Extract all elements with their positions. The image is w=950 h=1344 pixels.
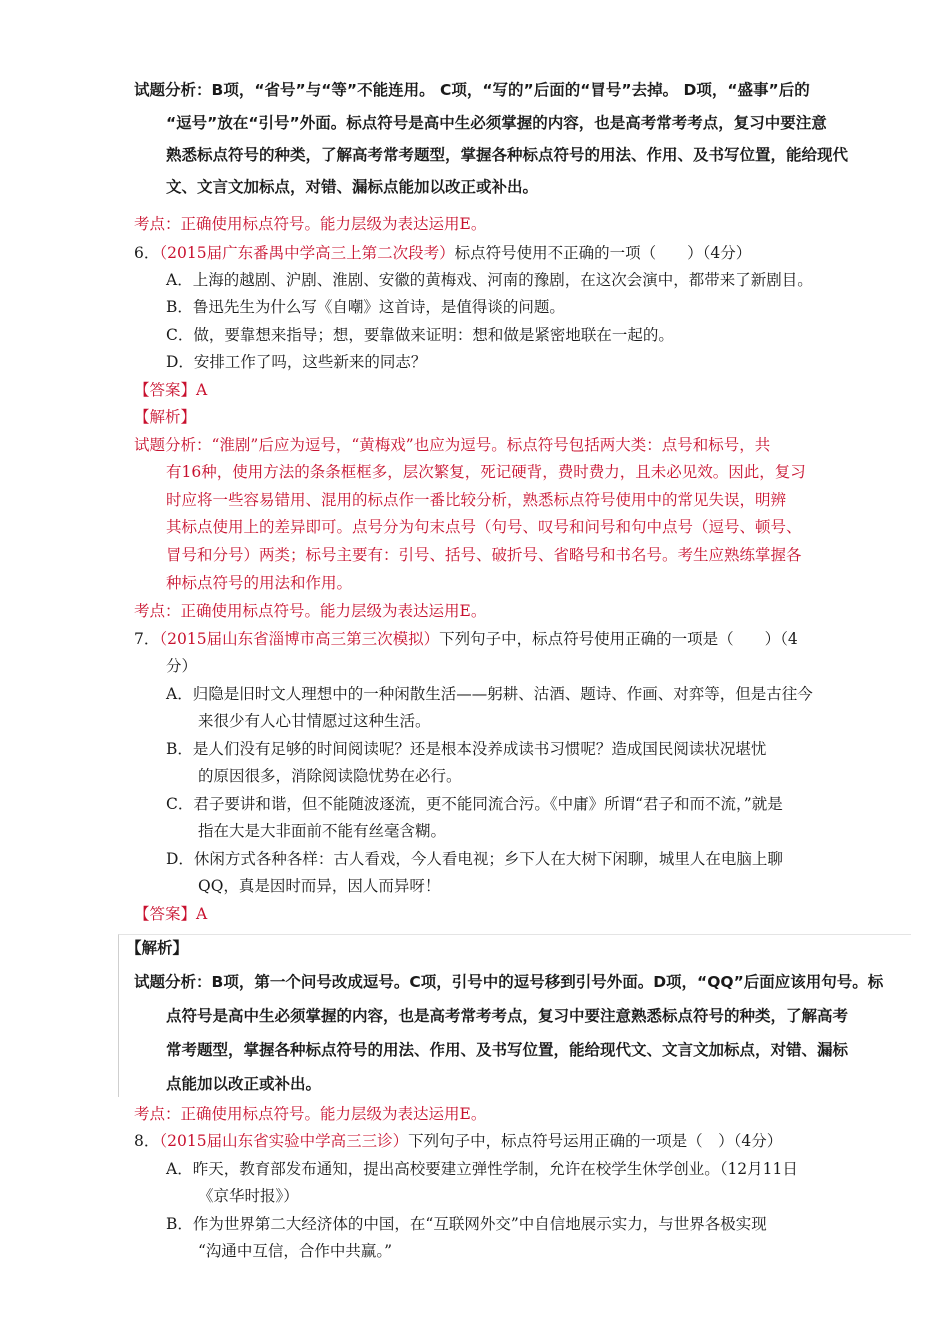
option-b: B．是人们没有足够的时间阅读呢？还是根本没养成读书习惯呢？造成国民阅读状况堪忧: [166, 740, 767, 758]
option-b: B．鲁迅先生为什么写《自嘲》这首诗，是值得谈的问题。: [166, 298, 565, 316]
analysis-line: 点能加以改正或补出。: [166, 1075, 322, 1093]
analysis-line: 种标点符号的用法和作用。: [166, 574, 353, 592]
analysis-line: 点符号是高中生必须掌握的内容，也是高考常考考点，复习中要注意熟悉标点符号的种类，了解高考: [166, 1007, 849, 1025]
kaodian-line: 考点：正确使用标点符号。能力层级为表达运用E。: [134, 215, 487, 233]
option-a: A．上海的越剧、沪剧、淮剧、安徽的黄梅戏、河南的豫剧，在这次会演中，都带来了新剧目。: [166, 271, 813, 289]
analysis-line: 其标点使用上的差异即可。点号分为句末点号（句号、叹号和问号和句中点号（逗号、顿号、: [166, 518, 802, 536]
kaodian-line: 考点：正确使用标点符号。能力层级为表达运用E。: [134, 1105, 487, 1123]
question-number: 6．: [134, 244, 160, 262]
analysis-line: 冒号和分号）两类；标号主要有：引号、括号、破折号、省略号和书名号。考生应熟练掌握各: [166, 546, 802, 564]
option-c-cont: 指在大是大非面前不能有丝毫含糊。: [198, 822, 447, 840]
kaodian-line: 考点：正确使用标点符号。能力层级为表达运用E。: [134, 602, 487, 620]
question-6-stem: [134, 243, 751, 263]
analysis-line: 常考题型，掌握各种标点符号的用法、作用、及书写位置，能给现代文、文言文加标点，对错、漏标: [166, 1041, 849, 1059]
answer-label: 【答案】A: [134, 381, 208, 399]
analysis-line: 有16种，使用方法的条条框框多，层次繁复，死记硬背，费时费力，且未必见效。因此，复习: [166, 463, 806, 481]
analysis-line: 试题分析：“淮剧”后应为逗号，“黄梅戏”也应为逗号。标点符号包括两大类：点号和标号，共: [134, 436, 771, 454]
option-b: B．作为世界第二大经济体的中国，在“互联网外交”中自信地展示实力，与世界各极实现: [166, 1215, 767, 1233]
question-text: 下列句子中，标点符号运用正确的一项是（ ）（4分）: [408, 1132, 783, 1150]
option-d: D．休闲方式各种各样：古人看戏，今人看电视；乡下人在大树下闲聊，城里人在电脑上聊: [166, 850, 783, 868]
question-text: 下列句子中，标点符号使用正确的一项是（ ）（4: [439, 630, 798, 648]
option-a: A．归隐是旧时文人理想中的一种闲散生活——躬耕、沽酒、题诗、作画、对弈等，但是古往今: [166, 685, 813, 703]
question-text: 标点符号使用不正确的一项（ ）（4分）: [454, 244, 752, 262]
question-source: （2015届山东省淄博市高三第三次模拟）: [159, 630, 440, 648]
analysis-line: 试题分析：B项，第一个问号改成逗号。C项，引号中的逗号移到引号外面。D项，“QQ”后面应该用句号。标: [134, 973, 884, 991]
option-a-cont: 《京华时报》）: [198, 1187, 299, 1205]
option-b-cont: 的原因很多，消除阅读隐忧势在必行。: [198, 767, 462, 785]
option-b-cont: “沟通中互信，合作中共赢。”: [198, 1242, 393, 1260]
answer-label: 【答案】A: [134, 905, 208, 923]
option-a-cont: 来很少有人心甘情愿过这种生活。: [198, 712, 431, 730]
analysis-line: 试题分析：B项，“省号”与“等”不能连用。 C项，“写的”后面的“冒号”去掉。 D项，“盛事”后的: [134, 81, 810, 99]
question-source: （2015届广东番禺中学高三上第二次段考）: [159, 244, 455, 262]
question-8-stem: [134, 1131, 782, 1151]
option-d: D．安排工作了吗，这些新来的同志？: [166, 353, 427, 371]
analysis-line: “逗号”放在“引号”外面。标点符号是高中生必须掌握的内容，也是高考常考考点，复习中要注意: [166, 114, 827, 132]
analysis-line: 文、文言文加标点，对错、漏标点能加以改正或补出。: [166, 178, 539, 196]
question-number: 8．: [134, 1132, 160, 1150]
question-number: 7．: [134, 630, 160, 648]
option-c: C．做，要靠想来指导；想，要靠做来证明：想和做是紧密地联在一起的。: [166, 326, 674, 344]
option-d-cont: QQ，真是因时而异，因人而异呀！: [198, 877, 441, 895]
analysis-label: 【解析】: [126, 939, 189, 957]
question-text-cont: 分）: [166, 657, 198, 675]
question-source: （2015届山东省实验中学高三三诊）: [159, 1132, 409, 1150]
option-c: C．君子要讲和谐，但不能随波逐流，更不能同流合污。《中庸》所谓“君子和而不流，”就是: [166, 795, 783, 813]
question-7-stem: [134, 629, 798, 649]
option-a: A．昨天，教育部发布通知，提出高校要建立弹性学制，允许在校学生休学创业。（12月11日: [166, 1160, 798, 1178]
analysis-line: 时应将一些容易错用、混用的标点作一番比较分析，熟悉标点符号使用中的常见失误，明辨: [166, 491, 787, 509]
analysis-line: 熟悉标点符号的种类，了解高考常考题型，掌握各种标点符号的用法、作用、及书写位置，能给现代: [166, 146, 849, 164]
analysis-label: 【解析】: [134, 408, 197, 426]
